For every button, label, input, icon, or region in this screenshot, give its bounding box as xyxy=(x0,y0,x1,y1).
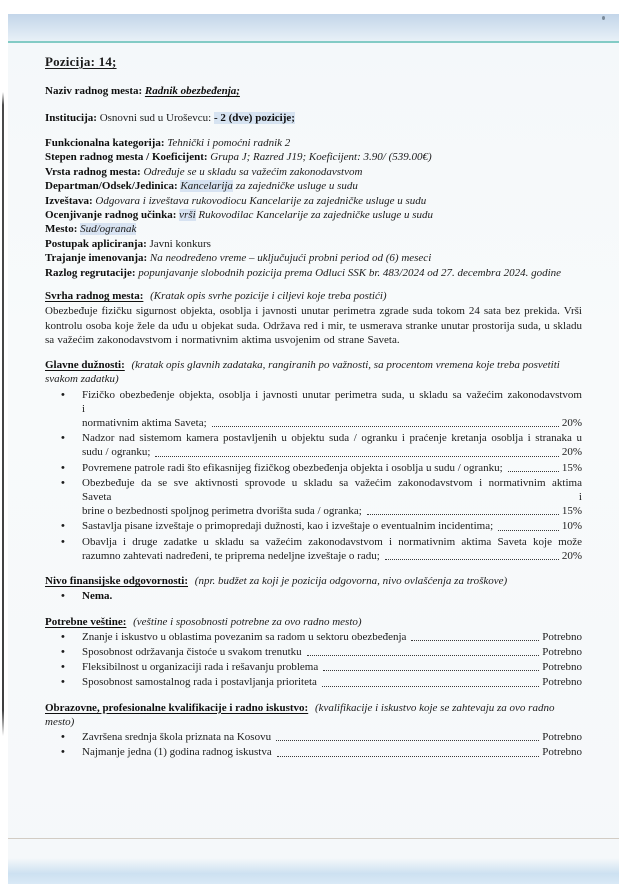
section-heading xyxy=(45,615,582,629)
dot-leader xyxy=(367,504,559,515)
field-label: Naziv radnog mesta: xyxy=(45,85,143,97)
education-required: Potrebno xyxy=(542,746,582,759)
duty-text: Obezbeđuje da se sve aktivnosti sprovode u skladu sa važećim zakonodavstvom i normativnim aktima Saveta i xyxy=(82,476,582,504)
field-row xyxy=(45,165,582,179)
dot-leader xyxy=(323,660,539,671)
education-text: Najmanje jedna (1) godina radnog iskustva xyxy=(82,746,272,759)
financial-value: Nema. xyxy=(82,590,113,603)
field-label: Institucija: xyxy=(45,111,97,124)
duty-text-last: normativnim aktima Saveta; xyxy=(82,416,207,429)
field-value-highlighted: Kancelarija xyxy=(180,180,233,193)
dot-leader xyxy=(508,461,559,472)
field-value: popunjavanje slobodnih pozicija prema Odluci SSK br. 483/2024 od 27. decembra 2024. godine xyxy=(138,266,562,279)
list-item xyxy=(45,675,582,689)
field-row xyxy=(45,179,582,193)
list-item xyxy=(45,660,582,674)
list-item xyxy=(45,461,582,475)
section-title: Obrazovne, profesionalne kvalifikacije i radno iskustvo: xyxy=(45,701,309,714)
purpose-paragraph: Obezbeđuje fizičku sigurnost objekta, osoblja i javnosti unutar perimetra zgrade suda tokom 24 sata bez prekida. Vrši kontrolu osoba koje žele da uđu u objekat suda. Održava red i mir, te usmerava stranke unutar prostorija suda, u skladu sa važećim zakonodavstvom i normativnim aktima usvojenim od strane Saveta. xyxy=(45,305,582,346)
bullet-icon: • xyxy=(61,535,65,548)
duty-text-last: Sastavlja pisane izveštaje o primopredaji dužnosti, kao i izveštaje o eventualnim incidentima; xyxy=(82,520,494,533)
field-value: Javni konkurs xyxy=(149,237,211,250)
field-row xyxy=(45,222,582,236)
field-value: Odgovara i izveštava rukovodiocu Kancelarije za zajedničke usluge u sudu xyxy=(95,194,427,207)
bullet-icon: • xyxy=(61,630,65,643)
dot-leader xyxy=(411,630,539,641)
duty-percent: 20% xyxy=(561,416,582,429)
positions-count: - 2 (dve) pozicije; xyxy=(213,111,295,124)
section-title: Svrha radnog mesta: xyxy=(45,290,144,303)
list-item xyxy=(45,535,582,563)
duty-text: Fizičko obezbeđenje objekta, osoblja i javnosti unutar perimetra suda, u skladu sa važećim zakonodavstvom i xyxy=(82,388,582,415)
dot-leader xyxy=(322,675,539,686)
bullet-icon: • xyxy=(61,388,65,401)
list-item xyxy=(45,745,582,759)
section-note: (kratak opis glavnih zadataka, rangiranih po važnosti, sa procentom vremena koje treba posvetiti svakom zadatku) xyxy=(45,358,560,386)
scan-bottom-rule xyxy=(8,838,619,839)
job-title-line xyxy=(45,84,582,99)
field-value: za zajedničke usluge u sudu xyxy=(235,180,358,193)
field-value: Osnovni sud u Uroševcu: xyxy=(99,111,212,124)
field-row xyxy=(45,251,582,265)
scan-bottom-band xyxy=(8,858,619,884)
list-item xyxy=(45,630,582,644)
scan-left-edge-line xyxy=(2,92,4,736)
bullet-icon: • xyxy=(61,432,65,445)
duty-percent: 15% xyxy=(561,505,582,518)
dot-leader xyxy=(212,416,559,427)
field-row xyxy=(45,266,582,280)
skill-required: Potrebno xyxy=(542,661,582,674)
section-title: Nivo finansijske odgovornosti: xyxy=(45,575,189,588)
dot-leader xyxy=(276,730,539,741)
document-content xyxy=(45,54,582,771)
section-note: (veštine i sposobnosti potrebne za ovo radno mesto) xyxy=(133,615,362,628)
field-row xyxy=(45,237,582,251)
section-note: (kvalifikacije i iskustvo koje se zahtevaju za ovo radno mesto) xyxy=(45,701,555,728)
skill-text: Sposobnost samostalnog rada i postavljanja prioriteta xyxy=(82,676,317,689)
field-row xyxy=(45,208,582,222)
list-item xyxy=(45,730,582,744)
section-financial xyxy=(45,574,582,604)
skill-required: Potrebno xyxy=(542,630,582,643)
field-label: Razlog regrutacije: xyxy=(45,266,136,279)
dot-leader xyxy=(385,549,559,560)
field-row xyxy=(45,150,582,164)
field-label: Funkcionalna kategorija: xyxy=(45,137,165,149)
field-row xyxy=(45,194,582,208)
section-education xyxy=(45,701,582,760)
field-label: Vrsta radnog mesta: xyxy=(45,165,141,178)
section-purpose xyxy=(45,289,582,347)
section-note: (npr. budžet za koji je pozicija odgovorna, nivo ovlašćenja za troškove) xyxy=(194,575,508,588)
duties-list xyxy=(45,388,582,564)
list-item xyxy=(45,476,582,519)
duty-text-last: razumno zahtevati nadređeni, te priprema nedeljne izveštaje o radu; xyxy=(82,549,380,562)
scan-teal-line xyxy=(8,41,619,43)
section-skills xyxy=(45,615,582,690)
education-required: Potrebno xyxy=(542,731,582,744)
field-value: Grupa J; Razred J19; Koeficijent: 3.90/ (539.00€) xyxy=(210,151,432,164)
field-value: Određuje se u skladu sa važećim zakonodavstvom xyxy=(143,165,363,178)
field-label: Ocenjivanje radnog učinka: xyxy=(45,209,177,222)
duty-percent: 15% xyxy=(561,461,582,474)
dot-leader xyxy=(155,445,558,456)
bullet-icon: • xyxy=(61,520,65,533)
section-title: Potrebne veštine: xyxy=(45,615,127,628)
field-label: Stepen radnog mesta / Koeficijent: xyxy=(45,151,208,164)
field-value: Rukovodilac Kancelarije za zajedničke usluge u sudu xyxy=(198,209,434,222)
bullet-icon: • xyxy=(61,746,65,759)
bullet-icon: • xyxy=(61,461,65,474)
dot-leader xyxy=(307,645,540,656)
metadata-block xyxy=(45,136,582,280)
scan-top-band xyxy=(8,14,619,41)
field-value: Na neodređeno vreme – uključujući probni period od (6) meseci xyxy=(149,252,432,265)
duty-text-last: sudu / ogranku; xyxy=(82,446,151,459)
section-heading xyxy=(45,701,582,730)
skills-list xyxy=(45,630,582,690)
section-heading xyxy=(45,358,582,387)
list-item xyxy=(45,645,582,659)
education-list xyxy=(45,730,582,759)
list-item xyxy=(45,589,582,603)
list-item xyxy=(45,388,582,431)
duty-text-last: Povremene patrole radi što efikasnijeg fizičkog obezbeđenja objekta i osoblja u sudu / ogranku; xyxy=(82,461,503,474)
document-page xyxy=(8,14,619,884)
list-item xyxy=(45,431,582,459)
duty-percent: 20% xyxy=(561,549,582,562)
page-title: Pozicija: 14; xyxy=(45,54,117,69)
duty-percent: 10% xyxy=(561,520,582,533)
job-title-value: Radnik obezbeđenja; xyxy=(144,85,240,97)
skill-text: Znanje i iskustvo u oblastima povezanim sa radom u sektoru obezbeđenja xyxy=(82,630,407,643)
bullet-icon: • xyxy=(61,676,65,689)
duty-text: Nadzor nad sistemom kamera postavljenih u objektu suda / ogranku i praćenje kretanja osoblja i stranaka u xyxy=(82,432,582,445)
section-duties xyxy=(45,358,582,563)
bullet-icon: • xyxy=(61,661,65,674)
duty-percent: 20% xyxy=(561,446,582,459)
scan-dust-speck xyxy=(602,16,605,20)
field-label: Trajanje imenovanja: xyxy=(45,252,148,265)
section-note: (Kratak opis svrhe pozicije i ciljevi koje treba postići) xyxy=(150,290,387,303)
dot-leader xyxy=(277,745,540,756)
duty-text: Obavlja i druge zadatke u skladu sa važećim zakonodavstvom i normativnim aktima Saveta koje može xyxy=(82,535,582,548)
skill-required: Potrebno xyxy=(542,676,582,689)
bullet-icon: • xyxy=(61,731,65,744)
field-value-highlighted: vrši xyxy=(179,209,196,222)
skill-text: Fleksibilnost u organizaciji rada i rešavanju problema xyxy=(82,661,319,674)
section-title: Glavne dužnosti: xyxy=(45,358,125,371)
skill-required: Potrebno xyxy=(542,646,582,659)
bullet-icon: • xyxy=(61,590,65,603)
bullet-icon: • xyxy=(61,646,65,659)
list-item xyxy=(45,519,582,533)
field-value: Tehnički i pomoćni radnik 2 xyxy=(167,137,291,149)
field-row xyxy=(45,136,582,150)
section-heading xyxy=(45,289,582,303)
institution-line xyxy=(45,111,582,126)
field-value-highlighted: Sud/ogranak xyxy=(80,223,137,236)
field-label: Mesto: xyxy=(45,223,78,236)
bullet-icon: • xyxy=(61,476,65,489)
field-label: Departman/Odsek/Jedinica: xyxy=(45,180,178,193)
field-label: Izveštava: xyxy=(45,194,93,207)
skill-text: Sposobnost održavanja čistoće u svakom trenutku xyxy=(82,646,302,659)
duty-text-last: brine o bezbednosti spoljnog perimetra dvorišta suda / ogranka; xyxy=(82,505,362,518)
field-label: Postupak apliciranja: xyxy=(45,237,147,250)
section-heading xyxy=(45,574,582,588)
education-text: Završena srednja škola priznata na Kosovu xyxy=(82,731,272,744)
dot-leader xyxy=(498,519,559,530)
